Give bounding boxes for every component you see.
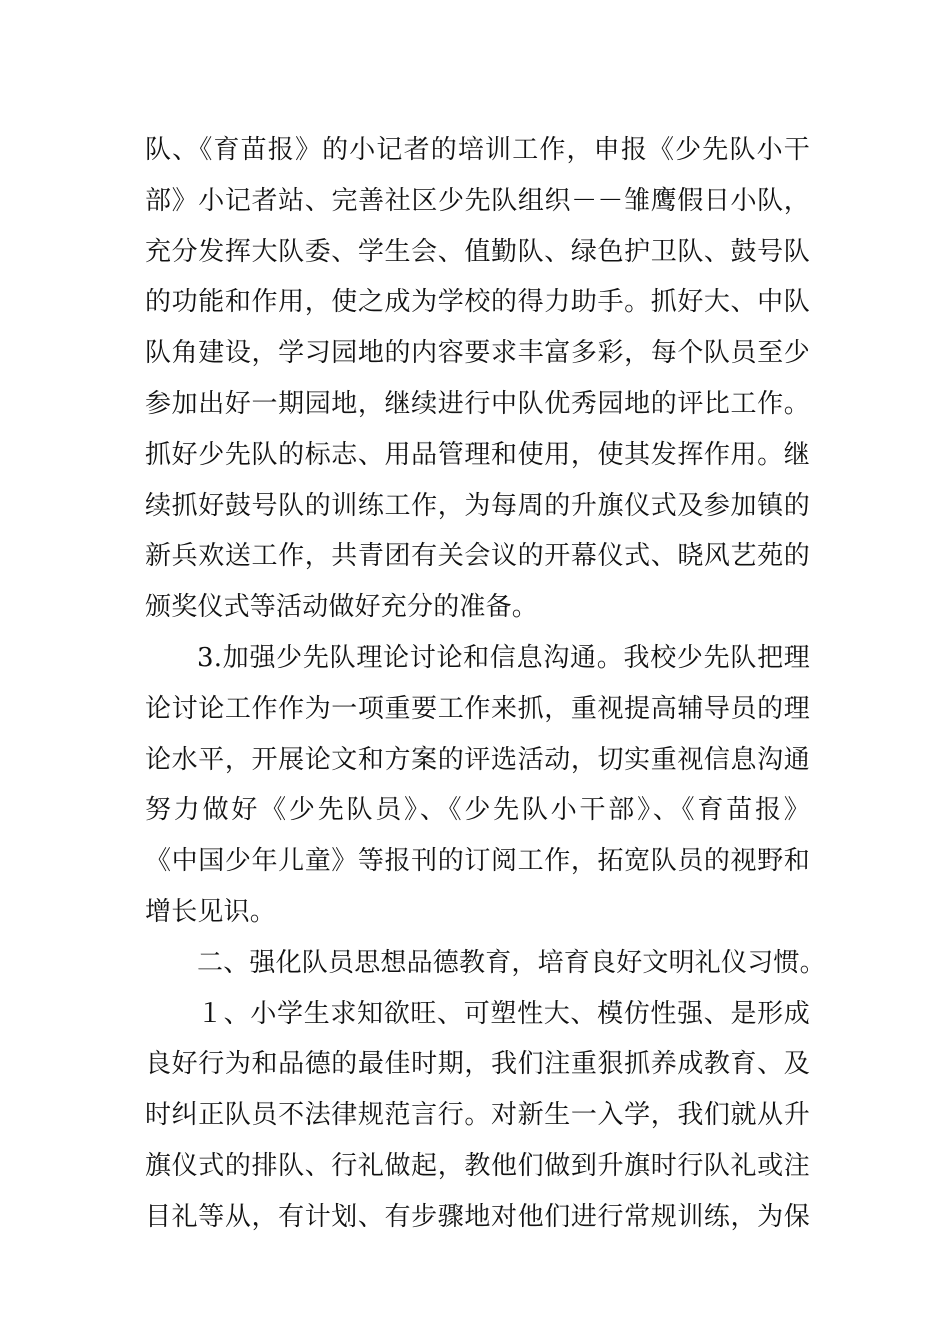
text-line: 部》小记者站、完善社区少先队组织－－雏鹰假日小队， — [145, 185, 810, 216]
text-line: 队、《育苗报》的小记者的培训工作，申报《少先队小干 — [145, 135, 810, 165]
text-line: 队角建设，学习园地的内容要求丰富多彩，每个队员至少 — [145, 338, 810, 369]
text-line: 抓好少先队的标志、用品管理和使用，使其发挥作用。继 — [145, 439, 810, 470]
text-line: 充分发挥大队委、学生会、值勤队、绿色护卫队、鼓号队 — [145, 236, 810, 267]
text-line: 《中国少年儿童》等报刊的订阅工作，拓宽队员的视野和 — [145, 846, 810, 877]
section-heading: 二、强化队员思想品德教育，培育良好文明礼仪习惯。 — [197, 947, 826, 978]
text-line: 新兵欢送工作，共青团有关会议的开幕仪式、晓风艺苑的 — [145, 541, 810, 572]
text-line: 的功能和作用，使之成为学校的得力助手。抓好大、中队 — [145, 287, 810, 318]
paragraph-4 — [145, 989, 810, 1243]
text-line: 旗仪式的排队、行礼做起，教他们做到升旗时行队礼或注 — [145, 1150, 810, 1181]
text-line: １、小学生求知欲旺、可塑性大、模仿性强、是形成 — [197, 998, 810, 1029]
document-body — [145, 125, 826, 1243]
text-line: 目礼等从，有计划、有步骤地对他们进行常规训练，为保 — [145, 1201, 810, 1232]
text-line: 增长见识。 — [145, 896, 277, 927]
text-line: 颁奖仪式等活动做好充分的准备。 — [145, 592, 539, 623]
paragraph-3 — [145, 938, 826, 989]
text-line: 良好行为和品德的最佳时期，我们注重狠抓养成教育、及 — [145, 1049, 810, 1080]
text-line: 3.加强少先队理论讨论和信息沟通。我校少先队把理 — [197, 642, 810, 673]
text-line: 续抓好鼓号队的训练工作，为每周的升旗仪式及参加镇的 — [145, 490, 810, 521]
text-line: 参加出好一期园地，继续进行中队优秀园地的评比工作。 — [145, 388, 810, 419]
text-line: 论讨论工作作为一项重要工作来抓，重视提高辅导员的理 — [145, 693, 810, 724]
text-line: 论水平，开展论文和方案的评选活动，切实重视信息沟通 — [145, 744, 810, 775]
text-line: 时纠正队员不法律规范言行。对新生一入学，我们就从升 — [145, 1100, 810, 1131]
paragraph-1 — [145, 125, 810, 633]
paragraph-2 — [145, 633, 810, 938]
text-line: 努力做好《少先队员》、《少先队小干部》、《育苗报》 — [145, 795, 810, 826]
